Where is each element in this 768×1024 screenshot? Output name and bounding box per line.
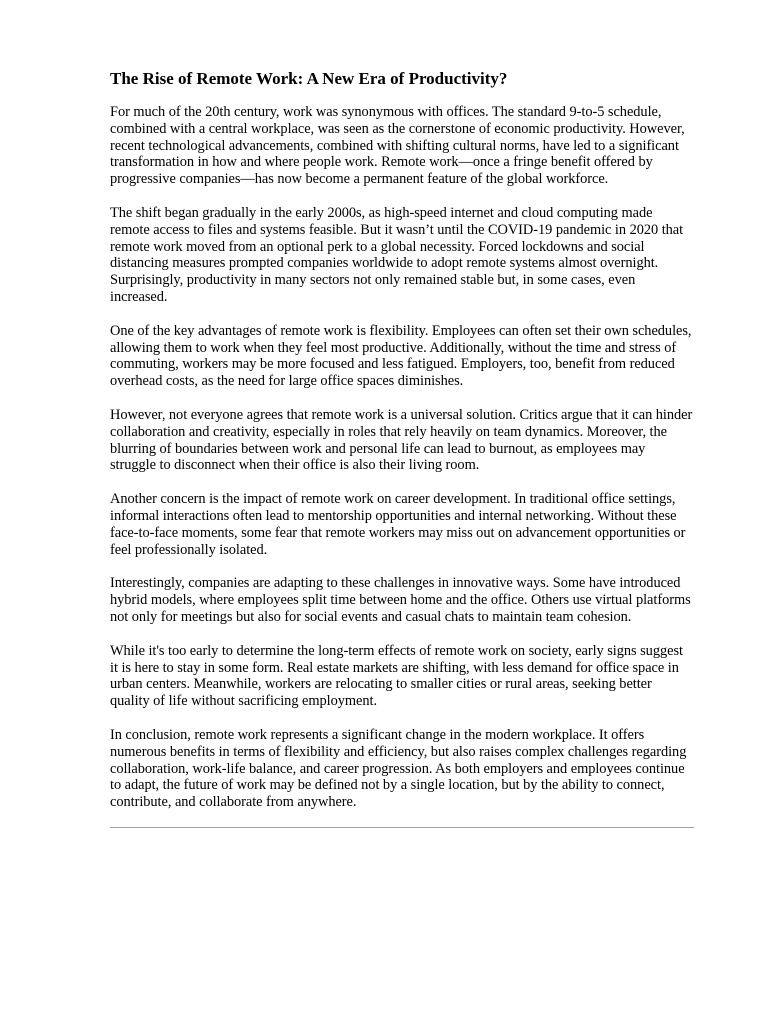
paragraph: One of the key advantages of remote work is flexibility. Employees can often set their own schedules, allowing them to work when they feel most productive. Additionally, without the time and stress of commuting, workers may be more focused and less fatigued. Employers, too, benefit from reduced overhead costs, as the need for large office spaces diminishes. [110, 322, 692, 390]
horizontal-rule [110, 827, 694, 828]
paragraph: While it's too early to determine the long-term effects of remote work on society, early signs suggest it is here to stay in some form. Real estate markets are shifting, with less demand for office space in urban centers. Meanwhile, workers are relocating to smaller cities or rural areas, seeking better quality of life without sacrificing employment. [110, 642, 683, 710]
paragraph: For much of the 20th century, work was synonymous with offices. The standard 9-to-5 schedule, combined with a central workplace, was seen as the cornerstone of economic productivity. However, recent technological advancements, combined with shifting cultural norms, have led to a significant transformation in how and where people work. Remote work—once a fringe benefit offered by progressive companies—has now become a permanent feature of the global workforce. [110, 104, 685, 188]
document-title: The Rise of Remote Work: A New Era of Productivity? [110, 69, 508, 88]
paragraph: Another concern is the impact of remote work on career development. In traditional office settings, informal interactions often lead to mentorship opportunities and internal networking. Without these face-to-face moments, some fear that remote workers may miss out on advancement opportunities or feel professionally isolated. [110, 491, 686, 558]
paragraph: Interestingly, companies are adapting to these challenges in innovative ways. Some have introduced hybrid models, where employees split time between home and the office. Others use virtual platforms not only for meetings but also for social events and casual chats to maintain team cohesion. [110, 575, 691, 625]
document-body [110, 104, 694, 811]
paragraph: In conclusion, remote work represents a significant change in the modern workplace. It offers numerous benefits in terms of flexibility and efficiency, but also raises complex challenges regarding collaboration, work-life balance, and career progression. As both employers and employees continue to adapt, the future of work may be defined not by a single location, but by the ability to connect, contribute, and collaborate from anywhere. [110, 726, 687, 811]
paragraph: However, not everyone agrees that remote work is a universal solution. Critics argue that it can hinder collaboration and creativity, especially in roles that rely heavily on team dynamics. Moreover, the blurring of boundaries between work and personal life can lead to burnout, as employees may struggle to disconnect when their office is also their living room. [110, 406, 693, 474]
document-page [110, 0, 694, 836]
paragraph: The shift began gradually in the early 2000s, as high-speed internet and cloud computing made remote access to files and systems feasible. But it wasn’t until the COVID-19 pandemic in 2020 that remote work moved from an optional perk to a global necessity. Forced lockdowns and social distancing measures prompted companies worldwide to adopt remote systems almost overnight. Surprisingly, productivity in many sectors not only remained stable but, in some cases, even increased. [110, 204, 684, 305]
